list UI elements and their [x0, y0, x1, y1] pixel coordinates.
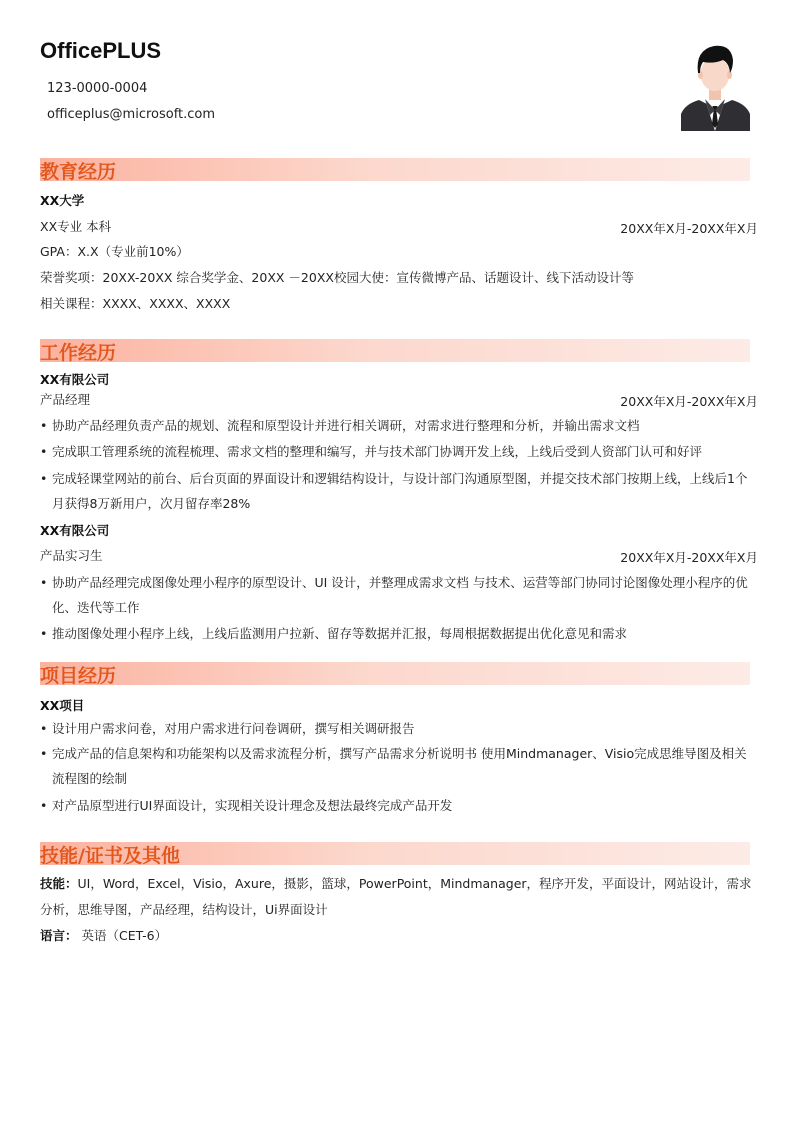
job-bullet: • 推动图像处理小程序上线，上线后监测用户拉新、留存等数据并汇报，每周根据数据提出优化意见和需求 [40, 626, 628, 641]
project-bullet: • 对产品原型进行UI界面设计，实现相关设计理念及想法最终完成产品开发 [40, 798, 453, 813]
work-section-header [40, 339, 750, 362]
person-avatar-icon [681, 42, 750, 131]
education-title: 教育经历 [40, 161, 117, 183]
education-period: 20XX年X月-20XX年X月 [620, 221, 758, 236]
skills-line [40, 871, 758, 923]
education-honors: 荣誉奖项：20XX-20XX 综合奖学金、20XX －20XX校园大使：宣传微博产品、话题设计、线下活动设计等 [40, 270, 634, 285]
skills-text: UI，Word，Excel，Visio，Axure，摄影，篮球，PowerPoint，Mindmanager，程序开发，平面设计，网站设计，需求分析，思维导图，产品经理，结构设计，Ui界面设计 [40, 876, 752, 917]
project-name: XX项目 [40, 698, 85, 713]
education-section-header [40, 158, 750, 181]
project-title: 项目经历 [40, 665, 117, 687]
job-company: XX有限公司 [40, 372, 110, 387]
email-address: officeplus@microsoft.com [47, 107, 216, 122]
school-name: XX大学 [40, 193, 85, 208]
job-bullet: • 协助产品经理完成图像处理小程序的原型设计、UI 设计，并整理成需求文档 与技术、运营等部门协同讨论图像处理小程序的优化、迭代等工作 [40, 575, 748, 615]
education-gpa: GPA：X.X（专业前10%） [40, 244, 189, 259]
job-bullet: • 协助产品经理负责产品的规划、流程和原型设计并进行相关调研，对需求进行整理和分析，并输出需求文档 [40, 418, 640, 433]
project-section-header [40, 662, 750, 685]
language-line [40, 928, 758, 944]
project-bullet: • 设计用户需求问卷，对用户需求进行问卷调研，撰写相关调研报告 [40, 721, 415, 736]
language-text: 英语（CET-6） [77, 928, 168, 943]
skills-label: 技能： [40, 876, 78, 891]
job-bullet: • 完成轻课堂网站的前台、后台页面的界面设计和逻辑结构设计，与设计部门沟通原型图，并提交技术部门按期上线，上线后1个月获得8万新用户，次月留存率28% [40, 471, 748, 511]
skills-title: 技能/证书及其他 [40, 845, 180, 867]
job-period: 20XX年X月-20XX年X月 [620, 394, 758, 409]
skills-section-header [40, 842, 750, 865]
education-courses: 相关课程：XXXX、XXXX、XXXX [40, 296, 231, 311]
job-role: 产品经理 [40, 392, 91, 407]
job-bullet: • 完成职工管理系统的流程梳理、需求文档的整理和编写，并与技术部门协调开发上线，上线后受到人资部门认可和好评 [40, 444, 703, 459]
project-bullet: • 完成产品的信息架构和功能架构以及需求流程分析，撰写产品需求分析说明书 使用Mindmanager、Visio完成思维导图及相关流程图的绘制 [40, 746, 747, 786]
phone-number: 123-0000-0004 [47, 81, 148, 96]
job-period: 20XX年X月-20XX年X月 [620, 550, 758, 565]
work-title: 工作经历 [40, 342, 117, 364]
education-major: XX专业 本科 [40, 219, 112, 234]
job-company: XX有限公司 [40, 523, 110, 538]
candidate-name: OfficePLUS [40, 38, 162, 63]
job-role: 产品实习生 [40, 548, 103, 563]
language-label: 语言： [40, 928, 78, 943]
